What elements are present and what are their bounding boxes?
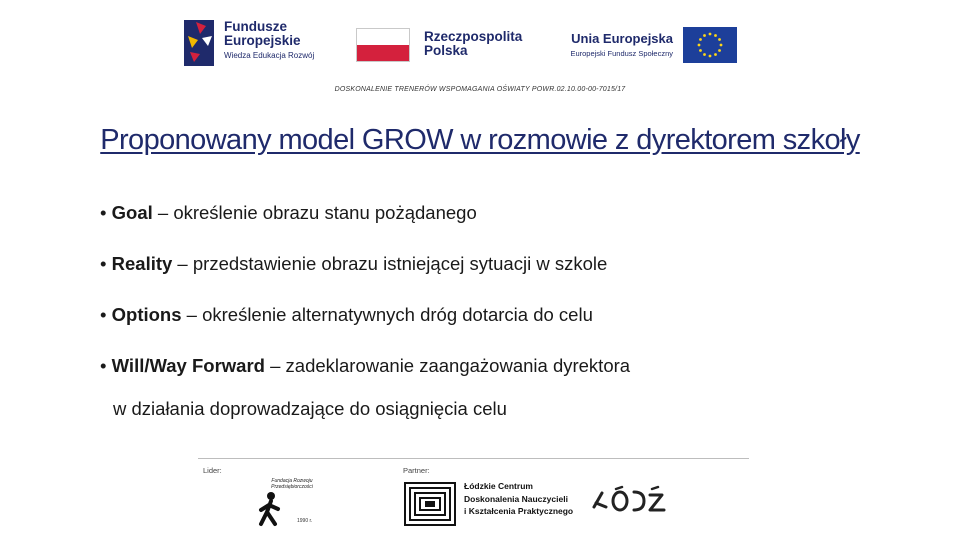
eu-star-icon xyxy=(714,34,717,37)
eu-star-icon xyxy=(709,33,712,36)
eu-star-icon xyxy=(699,49,702,52)
partner-name xyxy=(464,480,573,518)
ue-line2: Europejski Fundusz Społeczny xyxy=(570,49,673,58)
lodz-city-logo xyxy=(592,485,672,515)
eu-star-icon xyxy=(718,49,721,52)
fe-line2: Europejskie xyxy=(224,33,301,48)
bullet-term: Options xyxy=(111,304,182,325)
partner-label: Partner: xyxy=(403,466,430,475)
eu-star-icon xyxy=(698,44,701,47)
bullet-term: Will/Way Forward xyxy=(111,355,265,376)
bullet-options: • Options – określenie alternatywnych dróg dotarcia do celu xyxy=(100,304,593,325)
leader-label: Lider: xyxy=(203,466,222,475)
partner-name-line3: i Kształcenia Praktycznego xyxy=(464,506,574,516)
fe-logo-text xyxy=(224,20,314,60)
bullet-goal: • Goal – określenie obrazu stanu pożądanego xyxy=(100,202,477,223)
eu-star-icon xyxy=(714,53,717,56)
eu-star-icon xyxy=(718,38,721,41)
project-code: DOSKONALENIE TRENERÓW WSPOMAGANIA OŚWIATY POWR.02.10.00-00-7015/17 xyxy=(334,86,626,93)
partner-name-line2: Doskonalenia Nauczycieli xyxy=(464,493,568,504)
eu-star-icon xyxy=(703,34,706,37)
eu-star-icon xyxy=(709,55,712,58)
ldz-square-icon xyxy=(404,482,456,526)
bullet-text: – określenie alternatywnych dróg dotarcia do celu xyxy=(181,304,593,325)
bullet-term: Reality xyxy=(111,253,173,274)
bullet-continuation: w działania doprowadzające do osiągnięcia celu xyxy=(113,398,507,419)
eu-star-icon xyxy=(699,38,702,41)
bullet-reality: • Reality – przedstawienie obrazu istniejącej sytuacji w szkole xyxy=(100,253,608,274)
polish-flag-icon xyxy=(356,28,410,62)
rp-line2: Polska xyxy=(424,43,468,58)
leader-year: 1990 r. xyxy=(297,518,313,524)
bullet-text: – przedstawienie obrazu istniejącej sytuacji w szkole xyxy=(172,253,608,274)
bullet-will: • Will/Way Forward – zadeklarowanie zaangażowania dyrektora xyxy=(100,355,631,376)
rp-logo-text xyxy=(424,30,522,58)
eu-flag-icon xyxy=(683,27,737,63)
footer-divider xyxy=(198,458,749,459)
eu-star-icon xyxy=(703,53,706,56)
ue-line1: Unia Europejska xyxy=(571,31,673,46)
fe-line3: Wiedza Edukacja Rozwój xyxy=(224,51,315,60)
bullet-term: Goal xyxy=(111,202,153,223)
eu-star-icon xyxy=(720,44,723,47)
walking-figure-icon xyxy=(257,490,327,528)
page-title: Proponowany model GROW w rozmowie z dyrektorem szkoły xyxy=(100,124,860,156)
leader-name xyxy=(257,478,327,490)
leader-name-line1: Fundacja Rozwoju xyxy=(271,478,313,484)
fe-line1: Fundusze xyxy=(224,19,287,34)
partner-name-line1: Łódzkie Centrum xyxy=(464,481,533,491)
leader-logo xyxy=(257,478,327,528)
ue-logo-text xyxy=(553,31,673,58)
bullet-text: – określenie obrazu stanu pożądanego xyxy=(152,202,477,223)
leader-name-line2: Przedsiębiorczości xyxy=(271,484,313,490)
rp-line1: Rzeczpospolita xyxy=(424,29,523,44)
bullet-text: – zadeklarowanie zaangażowania dyrektora xyxy=(264,355,631,376)
fe-star-icon xyxy=(182,16,224,70)
